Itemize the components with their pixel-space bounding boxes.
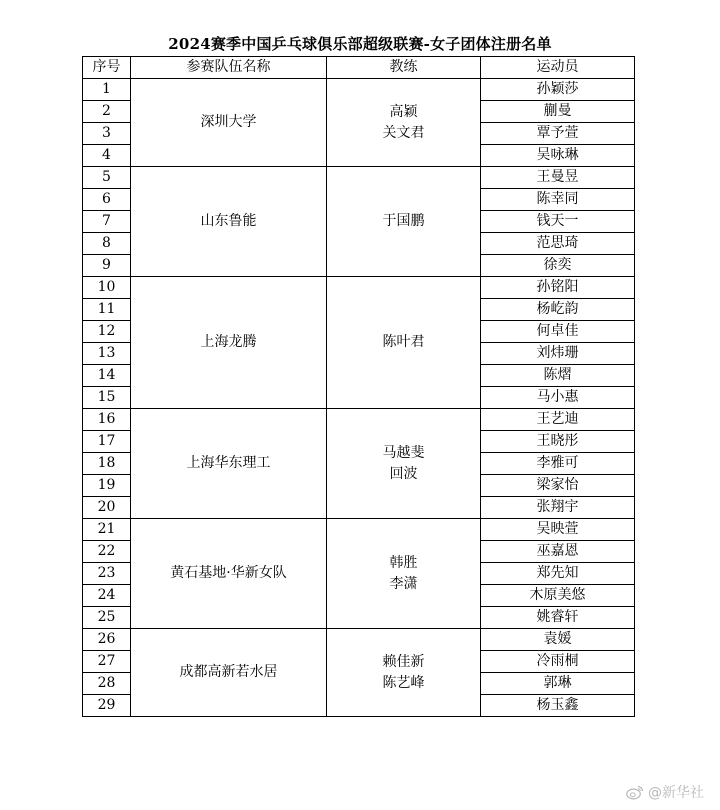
player-name: 王晓彤 xyxy=(481,431,635,453)
coach-cell xyxy=(327,79,481,167)
player-name: 巫嘉恩 xyxy=(481,541,635,563)
player-name: 姚睿轩 xyxy=(481,607,635,629)
player-name: 袁媛 xyxy=(481,629,635,651)
row-number: 19 xyxy=(83,475,131,497)
watermark-text: @新华社 xyxy=(648,785,704,801)
row-number: 16 xyxy=(83,409,131,431)
row-number: 3 xyxy=(83,123,131,145)
coach-name: 关文君 xyxy=(382,124,425,141)
player-name: 吴咏琳 xyxy=(481,145,635,167)
player-name: 王艺迪 xyxy=(481,409,635,431)
coach-cell xyxy=(327,519,481,629)
coach-cell xyxy=(327,629,481,717)
document-title: 2024赛季中国乒乓球俱乐部超级联赛-女子团体注册名单 xyxy=(168,35,552,53)
player-name: 吴映萱 xyxy=(481,519,635,541)
header-player: 运动员 xyxy=(481,57,635,79)
row-number: 27 xyxy=(83,651,131,673)
coach-name: 李潇 xyxy=(389,575,418,592)
row-number: 9 xyxy=(83,255,131,277)
table-header-row xyxy=(83,57,635,79)
row-number: 4 xyxy=(83,145,131,167)
row-number: 11 xyxy=(83,299,131,321)
player-name: 徐奕 xyxy=(481,255,635,277)
coach-name: 马越斐 xyxy=(382,444,425,461)
row-number: 25 xyxy=(83,607,131,629)
table-row xyxy=(83,629,635,651)
player-name: 何卓佳 xyxy=(481,321,635,343)
player-name: 陈熠 xyxy=(481,365,635,387)
row-number: 20 xyxy=(83,497,131,519)
player-name: 杨玉鑫 xyxy=(481,695,635,717)
roster-table xyxy=(82,56,635,717)
table-row xyxy=(83,519,635,541)
row-number: 13 xyxy=(83,343,131,365)
watermark xyxy=(626,782,704,802)
team-name: 黄石基地·华新女队 xyxy=(131,519,327,629)
coach-name: 回波 xyxy=(389,465,418,482)
player-name: 木原美悠 xyxy=(481,585,635,607)
player-name: 孙颖莎 xyxy=(481,79,635,101)
team-name: 上海龙腾 xyxy=(131,277,327,409)
player-name: 孙铭阳 xyxy=(481,277,635,299)
row-number: 1 xyxy=(83,79,131,101)
player-name: 郑先知 xyxy=(481,563,635,585)
team-name: 山东鲁能 xyxy=(131,167,327,277)
player-name: 郭琳 xyxy=(481,673,635,695)
row-number: 17 xyxy=(83,431,131,453)
table-row xyxy=(83,167,635,189)
row-number: 22 xyxy=(83,541,131,563)
header-coach: 教练 xyxy=(327,57,481,79)
player-name: 范思琦 xyxy=(481,233,635,255)
coach-cell xyxy=(327,167,481,277)
header-no: 序号 xyxy=(83,57,131,79)
player-name: 马小惠 xyxy=(481,387,635,409)
coach-name: 赖佳新 xyxy=(382,653,425,670)
coach-cell xyxy=(327,277,481,409)
row-number: 7 xyxy=(83,211,131,233)
row-number: 23 xyxy=(83,563,131,585)
player-name: 覃予萱 xyxy=(481,123,635,145)
table-row xyxy=(83,79,635,101)
coach-name: 韩胜 xyxy=(389,554,418,571)
row-number: 5 xyxy=(83,167,131,189)
row-number: 29 xyxy=(83,695,131,717)
row-number: 6 xyxy=(83,189,131,211)
player-name: 陈幸同 xyxy=(481,189,635,211)
row-number: 21 xyxy=(83,519,131,541)
weibo-icon xyxy=(626,785,644,800)
player-name: 王曼昱 xyxy=(481,167,635,189)
row-number: 18 xyxy=(83,453,131,475)
row-number: 2 xyxy=(83,101,131,123)
team-name: 成都高新若水居 xyxy=(131,629,327,717)
roster-body xyxy=(83,79,635,717)
row-number: 10 xyxy=(83,277,131,299)
player-name: 杨屹韵 xyxy=(481,299,635,321)
row-number: 15 xyxy=(83,387,131,409)
row-number: 28 xyxy=(83,673,131,695)
player-name: 蒯曼 xyxy=(481,101,635,123)
table-row xyxy=(83,409,635,431)
player-name: 刘炜珊 xyxy=(481,343,635,365)
row-number: 14 xyxy=(83,365,131,387)
coach-name: 陈叶君 xyxy=(382,334,425,350)
player-name: 梁家怡 xyxy=(481,475,635,497)
player-name: 钱天一 xyxy=(481,211,635,233)
coach-cell xyxy=(327,409,481,519)
coach-name: 于国鹏 xyxy=(382,213,425,229)
row-number: 24 xyxy=(83,585,131,607)
player-name: 张翔宇 xyxy=(481,497,635,519)
team-name: 上海华东理工 xyxy=(131,409,327,519)
header-team: 参赛队伍名称 xyxy=(131,57,327,79)
player-name: 冷雨桐 xyxy=(481,651,635,673)
row-number: 26 xyxy=(83,629,131,651)
team-name: 深圳大学 xyxy=(131,79,327,167)
row-number: 8 xyxy=(83,233,131,255)
table-row xyxy=(83,277,635,299)
row-number: 12 xyxy=(83,321,131,343)
player-name: 李雅可 xyxy=(481,453,635,475)
coach-name: 陈艺峰 xyxy=(382,674,425,691)
coach-name: 高颖 xyxy=(389,103,418,120)
